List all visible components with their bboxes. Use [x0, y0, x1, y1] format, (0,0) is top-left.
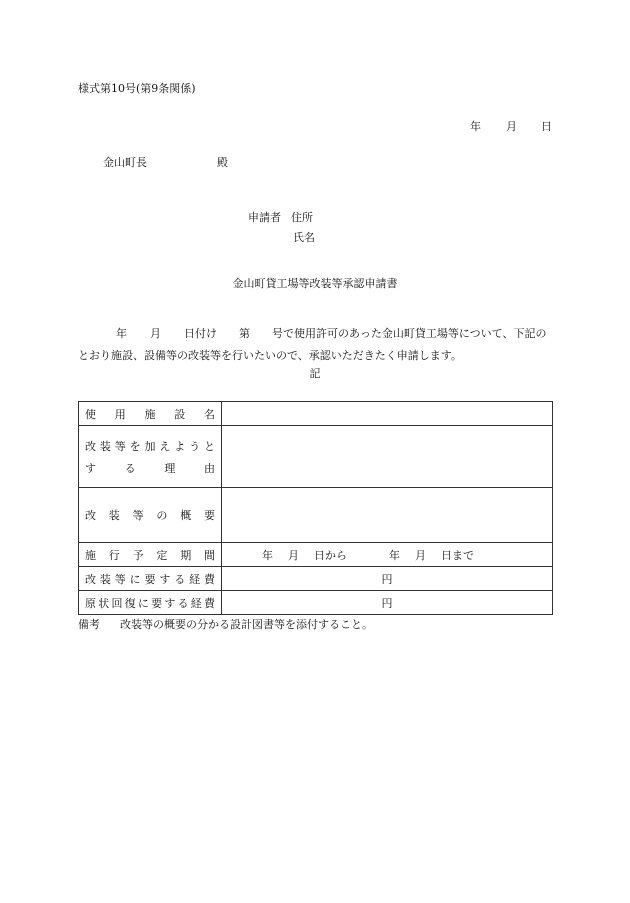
- label-cost: [79, 567, 222, 591]
- label-char: 経: [190, 596, 202, 610]
- label-char: 加: [144, 439, 156, 453]
- value-reason[interactable]: [222, 426, 553, 488]
- period-to-day: 日まで: [441, 548, 474, 562]
- body-text: 号で使用許可のあった金山町貸工場等について、下記のとおり施設、設備等の改装等を行いたいので、承認いただきたく申請します。: [78, 327, 547, 362]
- row-period: [79, 543, 553, 567]
- applicant-name-label: 氏名: [293, 231, 315, 244]
- note-line: [78, 619, 373, 630]
- label-char: 装: [99, 439, 111, 453]
- addressee-name: 金山町長: [103, 156, 147, 169]
- addressee-honorific: 殿: [217, 156, 228, 169]
- row-restore-cost: [79, 591, 553, 615]
- label-char: 要: [203, 509, 215, 522]
- document-title: 金山町貸工場等改装等承認申請書: [232, 277, 398, 290]
- label-reason: [79, 426, 222, 488]
- period-from-year: 年: [262, 548, 273, 562]
- label-char: に: [129, 572, 141, 586]
- label-char: よ: [174, 439, 186, 453]
- label-char: 用: [114, 407, 126, 421]
- label-char: 装: [99, 572, 111, 586]
- label-char: 費: [203, 596, 215, 610]
- label-char: 装: [108, 509, 120, 522]
- date-month: 月: [506, 120, 517, 133]
- value-facility-name[interactable]: [222, 402, 553, 426]
- row-reason: [79, 426, 553, 488]
- label-char: 名: [204, 407, 215, 421]
- applicant-address-label: 住所: [291, 211, 313, 224]
- row-cost: [79, 567, 553, 591]
- label-char: る: [124, 461, 136, 475]
- label-char: 経: [189, 572, 201, 586]
- label-overview: [79, 488, 222, 543]
- label-period: [79, 543, 222, 567]
- label-char: 改: [85, 509, 96, 522]
- label-char: す: [164, 596, 176, 610]
- label-char: 改: [85, 439, 96, 453]
- addressee: [103, 157, 228, 168]
- label-char: え: [159, 439, 171, 453]
- label-char: 施: [144, 407, 156, 421]
- label-char: う: [189, 439, 201, 453]
- value-cost[interactable]: [222, 567, 553, 591]
- label-restore-cost: [79, 591, 222, 615]
- value-overview[interactable]: [222, 488, 553, 543]
- cost-unit: 円: [381, 572, 393, 586]
- label-char: 設: [174, 407, 186, 421]
- label-char: 理: [164, 461, 176, 475]
- period-from-day: 日から: [314, 548, 347, 562]
- label-char: を: [129, 439, 141, 453]
- date-year: 年: [470, 120, 481, 133]
- application-table: [78, 401, 553, 615]
- label-char: 状: [98, 596, 110, 610]
- note-text: 改装等の概要の分かる設計図書等を添付すること。: [120, 618, 373, 631]
- label-char: 行: [108, 548, 120, 562]
- label-char: 間: [203, 548, 215, 562]
- label-char: 要: [144, 572, 156, 586]
- label-char: 回: [111, 596, 123, 610]
- period-from-month: 月: [288, 548, 299, 562]
- period-to-month: 月: [415, 548, 426, 562]
- date-line: [470, 121, 552, 132]
- label-char: 由: [203, 461, 215, 475]
- label-char: 概: [180, 509, 192, 522]
- label-char: る: [177, 596, 189, 610]
- ki-heading: 記: [309, 367, 321, 380]
- label-char: 等: [114, 572, 126, 586]
- label-char: に: [137, 596, 149, 610]
- restore-cost-unit: 円: [381, 596, 393, 610]
- label-char: 等: [132, 509, 144, 522]
- applicant-address-line: [248, 212, 313, 223]
- value-period[interactable]: [222, 543, 553, 567]
- date-day: 日: [541, 120, 552, 133]
- label-char: す: [85, 461, 96, 475]
- label-facility-name: [79, 402, 222, 426]
- label-char: 原: [85, 596, 96, 610]
- form-number: 様式第10号(第9条関係): [78, 82, 196, 95]
- period-to-year: 年: [389, 548, 400, 562]
- label-char: 等: [114, 439, 126, 453]
- body-number-prefix: 第: [239, 327, 250, 340]
- label-char: 使: [85, 407, 96, 421]
- body-date-suffix: 日付け: [184, 327, 217, 340]
- label-char: の: [156, 509, 168, 522]
- applicant-label: 申請者: [248, 211, 281, 224]
- row-facility-name: [79, 402, 553, 426]
- label-char: 定: [156, 548, 168, 562]
- label-char: 費: [204, 572, 215, 586]
- label-char: 施: [85, 548, 96, 562]
- label-char: 改: [85, 572, 96, 586]
- body-paragraph: [78, 323, 553, 367]
- label-char: 要: [151, 596, 163, 610]
- note-label: 備考: [78, 618, 100, 631]
- body-year: 年: [116, 327, 127, 340]
- label-char: 期: [180, 548, 192, 562]
- body-month: 月: [150, 327, 161, 340]
- label-char: 予: [132, 548, 144, 562]
- label-char: 復: [124, 596, 136, 610]
- value-restore-cost[interactable]: [222, 591, 553, 615]
- row-overview: [79, 488, 553, 543]
- label-char: と: [204, 439, 215, 453]
- label-char: す: [159, 572, 171, 586]
- label-char: る: [174, 572, 186, 586]
